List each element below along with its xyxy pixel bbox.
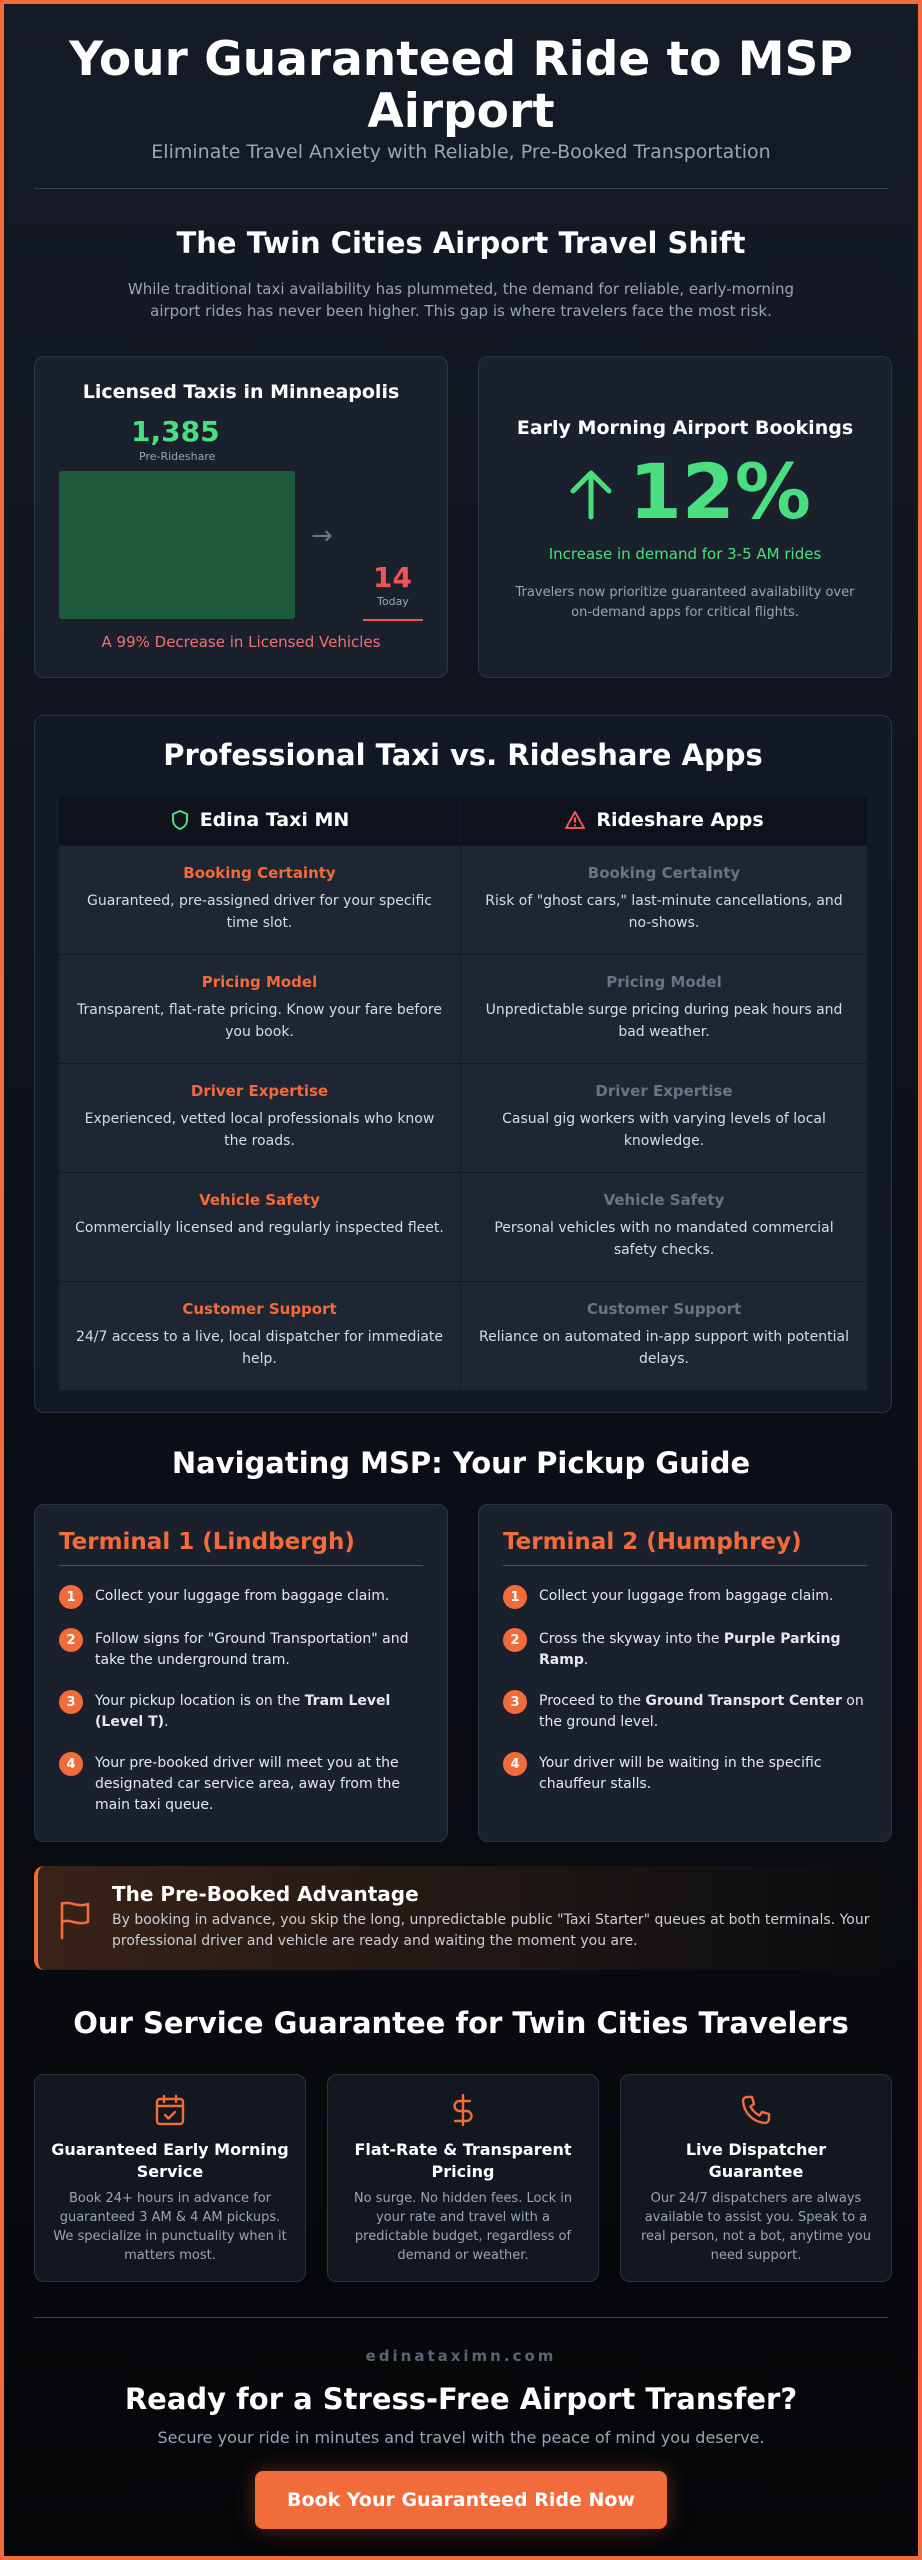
comparison-section (34, 715, 892, 1413)
step-text-part: . (164, 1714, 169, 1730)
step-text (95, 1629, 423, 1671)
comparison-row-label: Customer Support (586, 1300, 742, 1318)
comparison-row-label: Booking Certainty (183, 864, 336, 882)
pre-rideshare-bar (59, 471, 295, 619)
shift-title: The Twin Cities Airport Travel Shift (176, 226, 746, 260)
comparison-row-text: Personal vehicles with no mandated commercial safety checks. (494, 1220, 834, 1258)
step-number: 3 (503, 1690, 527, 1714)
service-card-flat-rate (327, 2074, 599, 2282)
pickup-step (59, 1586, 423, 1609)
pickup-step (503, 1586, 867, 1609)
divider (34, 188, 888, 189)
pickup-step (59, 1691, 423, 1733)
warning-icon (564, 810, 586, 830)
comparison-row-text: 24/7 access to a live, local dispatcher for immediate help. (75, 1329, 444, 1367)
pickup-step (59, 1629, 423, 1671)
step-number: 1 (503, 1585, 527, 1609)
step-number: 3 (59, 1690, 83, 1714)
comparison-cell-right (461, 1173, 867, 1281)
step-text-part: Your pre-booked driver will meet you at the designated car service area, away from the main taxi queue. (95, 1755, 401, 1813)
comparison-title: Professional Taxi vs. Rideshare Apps (163, 738, 763, 772)
decrease-caption: A 99% Decrease in Licensed Vehicles (101, 633, 381, 651)
bookings-subtitle: Increase in demand for 3-5 AM rides (548, 545, 822, 563)
dollar-icon (446, 2093, 480, 2127)
step-number: 2 (59, 1628, 83, 1652)
bookings-note: Travelers now prioritize guaranteed availability over on-demand apps for critical flights. (515, 585, 855, 620)
comparison-cell-left (59, 1282, 460, 1390)
comparison-row-text: Unpredictable surge pricing during peak hours and bad weather. (485, 1002, 843, 1040)
shift-description: While traditional taxi availability has plummeted, the demand for reliable, early-morning airport rides has never been higher. This gap is where travelers face the most risk. (127, 280, 795, 320)
phone-icon (739, 2093, 773, 2127)
comparison-row-text: Casual gig workers with varying levels of local knowledge. (502, 1111, 826, 1149)
cta-subtitle: Secure your ride in minutes and travel with the peace of mind you deserve. (157, 2428, 765, 2447)
comparison-row-label: Pricing Model (606, 973, 722, 991)
step-text-part: Follow signs for "Ground Transportation" and take the underground tram. (95, 1631, 409, 1668)
taxi-stat-card (34, 356, 448, 678)
step-text (539, 1691, 867, 1733)
terminal-1-title: Terminal 1 (Lindbergh) (59, 1529, 423, 1566)
comparison-row-text: Risk of "ghost cars," last-minute cancellations, and no-shows. (485, 893, 843, 931)
rideshare-column-label: Rideshare Apps (596, 809, 764, 831)
comparison-row-text: Transparent, flat-rate pricing. Know your fare before you book. (77, 1002, 442, 1040)
pickup-step (503, 1753, 867, 1795)
terminal-1-card (34, 1504, 448, 1842)
comparison-row-label: Driver Expertise (190, 1082, 329, 1100)
site-domain: edinataximn.com (365, 2347, 557, 2365)
step-text (539, 1629, 867, 1671)
comparison-cell-right (461, 1282, 867, 1390)
guarantee-title: Our Service Guarantee for Twin Cities Travelers (73, 2006, 849, 2040)
shield-icon (170, 809, 190, 831)
service-card-dispatcher (620, 2074, 892, 2282)
advantage-callout (34, 1866, 892, 1970)
page-title: Your Guaranteed Ride to MSP Airport (69, 32, 853, 139)
pre-rideshare-label: Pre-Rideshare (139, 450, 216, 463)
comparison-cell-left (59, 955, 460, 1063)
step-number: 4 (503, 1752, 527, 1776)
step-text (95, 1691, 423, 1733)
comparison-cell-left (59, 1064, 460, 1172)
step-text-part: Your pickup location is on the (95, 1693, 305, 1709)
bookings-card-title: Early Morning Airport Bookings (516, 417, 854, 439)
step-text (539, 1586, 833, 1609)
service-text: Our 24/7 dispatchers are always available to assist you. Speak to a real person, not a bot, anytime you need support. (641, 2191, 871, 2263)
comparison-row-label: Pricing Model (201, 973, 318, 991)
comparison-cell-right (461, 955, 867, 1063)
step-text-part: Proceed to the (539, 1693, 646, 1709)
comparison-row-label: Vehicle Safety (199, 1191, 320, 1209)
advantage-text: By booking in advance, you skip the long, unpredictable public "Taxi Starter" queues at both terminals. Your professional driver and vehicle are ready and waiting the moment you are. (112, 1912, 870, 1949)
pre-rideshare-value: 1,385 (131, 415, 220, 448)
step-number: 4 (59, 1752, 83, 1776)
comparison-row-text: Guaranteed, pre-assigned driver for your specific time slot. (87, 893, 432, 931)
step-text-part: Cross the skyway into the (539, 1631, 724, 1647)
pickup-step (503, 1629, 867, 1671)
divider (34, 2317, 888, 2318)
page-subtitle: Eliminate Travel Anxiety with Reliable, Pre-Booked Transportation (151, 141, 771, 163)
today-label: Today (377, 595, 409, 608)
comparison-row-label: Booking Certainty (587, 864, 741, 882)
pickup-step (59, 1753, 423, 1816)
step-text-part: Collect your luggage from baggage claim. (95, 1588, 390, 1604)
terminal-2-title: Terminal 2 (Humphrey) (503, 1529, 867, 1566)
terminal-2-card (478, 1504, 892, 1842)
comparison-cell-left (59, 846, 460, 954)
rideshare-column-header (461, 795, 867, 845)
service-text: Book 24+ hours in advance for guaranteed 3 AM & 4 AM pickups. We specialize in punctuality when it matters most. (53, 2191, 287, 2263)
comparison-row-label: Driver Expertise (595, 1082, 733, 1100)
comparison-row-text: Experienced, vetted local professionals who know the roads. (84, 1111, 435, 1149)
step-number: 2 (503, 1628, 527, 1652)
calendar-check-icon (153, 2093, 187, 2127)
step-text (95, 1753, 423, 1816)
edina-column-label: Edina Taxi MN (199, 809, 350, 831)
comparison-row-label: Customer Support (182, 1300, 337, 1318)
comparison-row-text: Reliance on automated in-app support with potential delays. (478, 1329, 849, 1367)
advantage-title: The Pre-Booked Advantage (112, 1882, 419, 1906)
step-text-bold: Ground Transport Center (645, 1693, 842, 1709)
comparison-row-label: Vehicle Safety (603, 1191, 725, 1209)
bookings-stat-card (478, 356, 892, 678)
service-title: Guaranteed Early Morning Service (51, 2140, 289, 2181)
today-bar (363, 619, 423, 621)
bookings-value: 12% (629, 447, 811, 536)
comparison-cell-left (59, 1173, 460, 1281)
edina-column-header (59, 795, 460, 845)
step-text-part: . (583, 1652, 589, 1668)
arrow-up-icon (567, 467, 615, 521)
service-text: No surge. No hidden fees. Lock in your rate and travel with a predictable budget, regardless of demand or weather. (353, 2191, 573, 2263)
book-ride-button[interactable]: Book Your Guaranteed Ride Now (255, 2471, 667, 2529)
step-text-part: on the ground level. (539, 1693, 864, 1730)
comparison-cell-right (461, 846, 867, 954)
comparison-cell-right (461, 1064, 867, 1172)
comparison-row-text: Commercially licensed and regularly inspected fleet. (75, 1220, 444, 1236)
cta-title: Ready for a Stress-Free Airport Transfer? (124, 2382, 798, 2416)
service-title: Flat-Rate & Transparent Pricing (354, 2140, 572, 2181)
service-title: Live Dispatcher Guarantee (685, 2140, 827, 2181)
arrow-right-icon: → (311, 521, 333, 551)
step-text-bold: Purple Parking Ramp (539, 1631, 841, 1668)
step-text (95, 1586, 389, 1609)
step-text (539, 1753, 867, 1795)
step-text-bold: Tram Level (Level T) (95, 1693, 391, 1730)
service-card-early-morning (34, 2074, 306, 2282)
taxi-card-title: Licensed Taxis in Minneapolis (82, 381, 400, 403)
step-text-part: Your driver will be waiting in the specific chauffeur stalls. (539, 1755, 822, 1792)
step-text-part: Collect your luggage from baggage claim. (539, 1588, 834, 1604)
flag-icon (58, 1900, 92, 1940)
today-value: 14 (373, 561, 412, 594)
pickup-title: Navigating MSP: Your Pickup Guide (171, 1446, 751, 1480)
pickup-step (503, 1691, 867, 1733)
step-number: 1 (59, 1585, 83, 1609)
